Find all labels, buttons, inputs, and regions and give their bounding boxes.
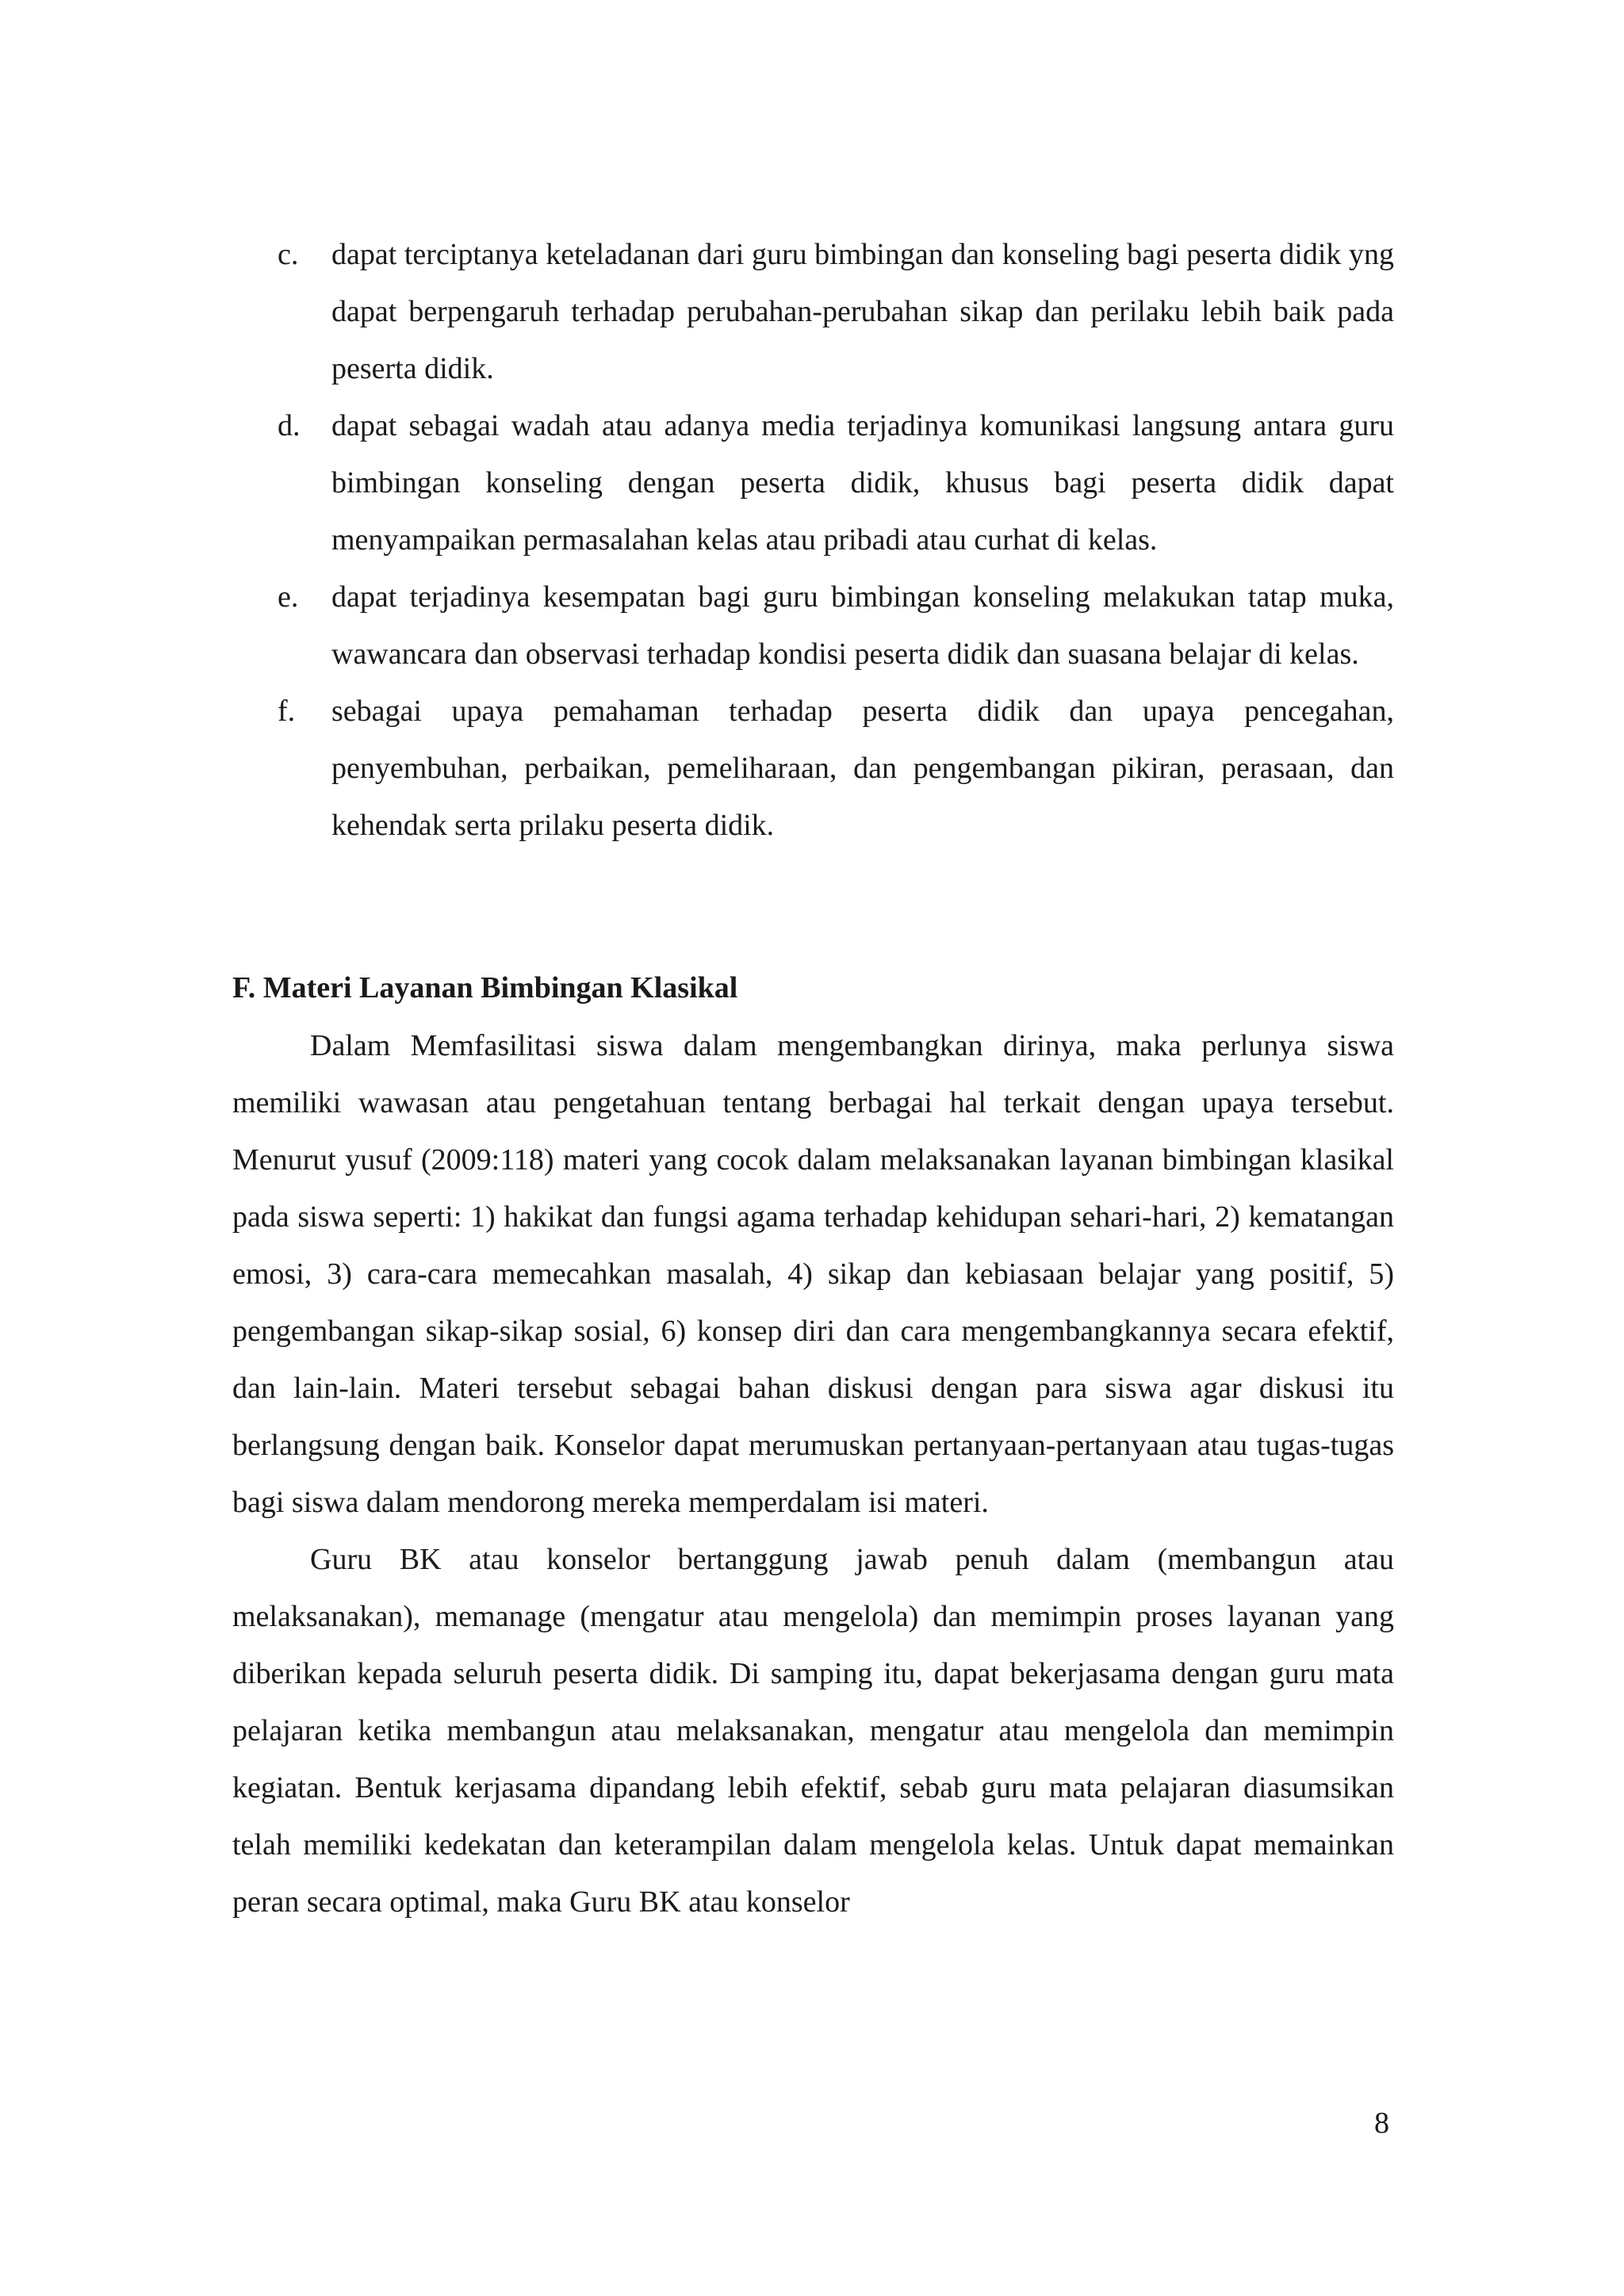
paragraph: Dalam Memfasilitasi siswa dalam mengembangkan dirinya, maka perlunya siswa memiliki wawasan atau pengetahuan tentang berbagai hal terkait dengan upaya tersebut. Menurut yusuf (2009:118) materi yang cocok dalam melaksanakan layanan bimbingan klasikal pada siswa seperti: 1) hakikat dan fungsi agama terhadap kehidupan sehari-hari, 2) kematangan emosi, 3) cara-cara memecahkan masalah, 4) sikap dan kebiasaan belajar yang positif, 5) pengembangan sikap-sikap sosial, 6) konsep diri dan cara mengembangkannya secara efektif, dan lain-lain. Materi tersebut sebagai bahan diskusi dengan para siswa agar diskusi itu berlangsung dengan baik. Konselor dapat merumuskan pertanyaan-pertanyaan atau tugas-tugas bagi siswa dalam mendorong mereka memperdalam isi materi. xyxy=(232,1029,1394,1519)
section-body xyxy=(232,1017,1394,1931)
list-item xyxy=(278,397,1394,568)
list-item-text: dapat terjadinya kesempatan bagi guru bimbingan konseling melakukan tatap muka, wawancara dan observasi terhadap kondisi peserta didik dan suasana belajar di kelas. xyxy=(331,580,1394,671)
list-item xyxy=(278,683,1394,854)
list-item-text: sebagai upaya pemahaman terhadap peserta didik dan upaya pencegahan, penyembuhan, perbaikan, pemeliharaan, dan pengembangan pikiran, perasaan, dan kehendak serta prilaku peserta didik. xyxy=(331,695,1394,842)
list-marker: d. xyxy=(278,409,301,442)
list-item-text: dapat terciptanya keteladanan dari guru bimbingan dan konseling bagi peserta didik yng dapat berpengaruh terhadap perubahan-perubahan sikap dan perilaku lebih baik pada peserta didik. xyxy=(331,238,1394,385)
list-marker: e. xyxy=(278,580,299,614)
list-item xyxy=(278,568,1394,683)
list-marker: c. xyxy=(278,238,299,271)
page-number: 8 xyxy=(1374,2107,1389,2140)
list-item-text: dapat sebagai wadah atau adanya media terjadinya komunikasi langsung antara guru bimbingan konseling dengan peserta didik, khusus bagi peserta didik dapat menyampaikan permasalahan kelas atau pribadi atau curhat di kelas. xyxy=(331,409,1394,557)
section-heading: F. Materi Layanan Bimbingan Klasikal xyxy=(232,971,738,1004)
benefit-list xyxy=(278,226,1394,854)
list-marker: f. xyxy=(278,695,296,728)
list-item xyxy=(278,226,1394,397)
paragraph: Guru BK atau konselor bertanggung jawab penuh dalam (membangun atau melaksanakan), memanage (mengatur atau mengelola) dan memimpin proses layanan yang diberikan kepada seluruh peserta didik. Di samping itu, dapat bekerjasama dengan guru mata pelajaran ketika membangun atau melaksanakan, mengatur atau mengelola dan memimpin kegiatan. Bentuk kerjasama dipandang lebih efektif, sebab guru mata pelajaran diasumsikan telah memiliki kedekatan dan keterampilan dalam mengelola kelas. Untuk dapat memainkan peran secara optimal, maka Guru BK atau konselor xyxy=(232,1543,1394,1919)
